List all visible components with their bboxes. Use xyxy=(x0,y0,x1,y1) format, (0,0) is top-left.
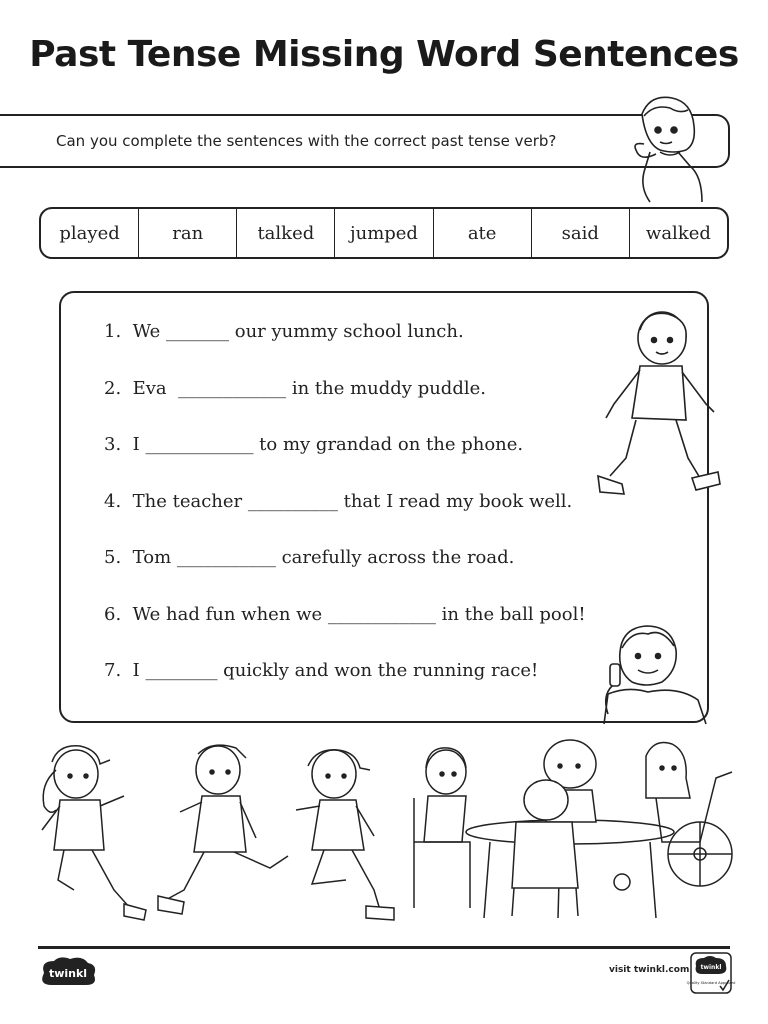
badge-subtext: Quality Standard Approved xyxy=(686,981,736,985)
word-bank xyxy=(39,207,729,259)
thinking-girl-illustration xyxy=(620,92,712,206)
word-bank-item: played xyxy=(41,209,139,257)
question-1: 1. We _______ our yummy school lunch. xyxy=(104,321,464,342)
boy-on-phone-illustration xyxy=(598,624,710,724)
quality-badge xyxy=(686,952,736,994)
logo-text: twinkl xyxy=(48,967,88,980)
instruction-text: Can you complete the sentences with the correct past tense verb? xyxy=(56,132,557,150)
question-4: 4. The teacher __________ that I read my book well. xyxy=(104,491,573,512)
word-bank-item: said xyxy=(532,209,630,257)
page-title: Past Tense Missing Word Sentences xyxy=(29,34,739,75)
question-3: 3. I ____________ to my grandad on the phone. xyxy=(104,434,524,455)
word-bank-item: ran xyxy=(139,209,237,257)
walking-boy-illustration xyxy=(596,308,724,500)
running-children-illustration xyxy=(34,740,400,922)
question-5: 5. Tom ___________ carefully across the road. xyxy=(104,547,515,568)
question-6: 6. We had fun when we ____________ in the ball pool! xyxy=(104,604,586,625)
question-2: 2. Eva ____________ in the muddy puddle. xyxy=(104,378,486,399)
visit-link[interactable]: visit twinkl.com xyxy=(609,965,690,975)
word-bank-item: jumped xyxy=(335,209,433,257)
children-at-table-illustration xyxy=(410,738,734,928)
badge-text: twinkl xyxy=(700,964,722,971)
word-bank-item: ate xyxy=(434,209,532,257)
word-bank-item: walked xyxy=(645,222,711,244)
twinkl-logo xyxy=(38,955,98,989)
word-bank-item: talked xyxy=(237,209,335,257)
question-7: 7. I ________ quickly and won the running race! xyxy=(104,660,539,681)
footer-divider xyxy=(38,946,730,949)
